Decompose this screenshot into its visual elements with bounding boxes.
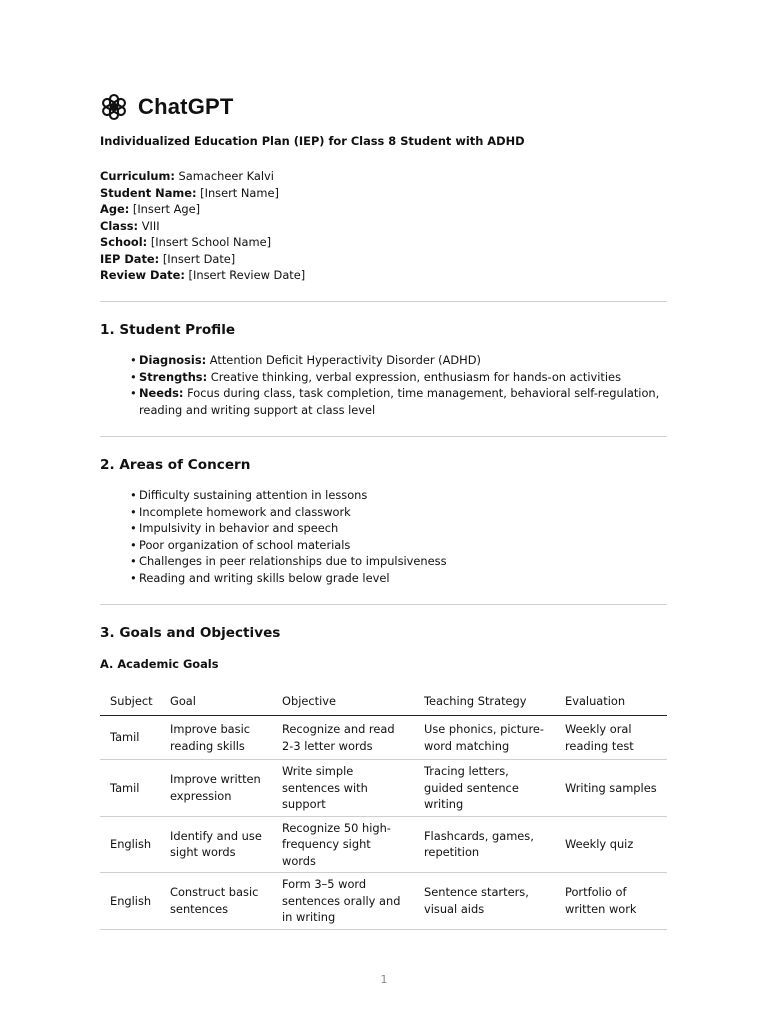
profile-label: Diagnosis: xyxy=(139,353,207,367)
list-item xyxy=(130,352,660,369)
page-number: 1 xyxy=(380,973,388,986)
openai-logo-icon xyxy=(100,93,128,121)
brand-header xyxy=(100,93,234,121)
table-cell: Recognize and read 2-3 letter words xyxy=(272,716,414,760)
meta-label: IEP Date: xyxy=(100,251,160,266)
meta-value: [Insert Date] xyxy=(162,251,236,266)
meta-label: Class: xyxy=(100,218,139,233)
section-divider xyxy=(100,604,667,605)
list-item: • Reading and writing skills below grade level xyxy=(130,570,660,587)
meta-label: Student Name: xyxy=(100,185,197,200)
list-item: • Impulsivity in behavior and speech xyxy=(130,520,660,537)
meta-label: Age: xyxy=(100,202,130,216)
table-cell: Sentence starters, visual aids xyxy=(414,873,555,930)
list-item: • Difficulty sustaining attention in lessons xyxy=(130,487,660,504)
meta-value: [Insert School Name] xyxy=(150,235,272,249)
table-cell: English xyxy=(100,873,160,930)
meta-value: [Insert Name] xyxy=(200,185,279,200)
table-row xyxy=(100,873,667,930)
table-cell: Identify and use sight words xyxy=(160,816,272,873)
areas-of-concern-list xyxy=(130,487,660,586)
table-cell: Use phonics, picture-word matching xyxy=(414,716,555,760)
list-item xyxy=(130,369,660,386)
table-cell: Form 3–5 word sentences orally and in writing xyxy=(272,873,414,930)
list-item xyxy=(130,385,660,418)
meta-row-curriculum xyxy=(100,168,305,185)
section-heading-student-profile: 1. Student Profile xyxy=(100,322,236,338)
table-cell: Construct basic sentences xyxy=(160,873,272,930)
academic-goals-table xyxy=(100,688,667,930)
table-cell: Write simple sentences with support xyxy=(272,760,414,817)
meta-label: School: xyxy=(100,235,148,249)
column-header-teaching-strategy: Teaching Strategy xyxy=(414,688,555,716)
table-cell: Tamil xyxy=(100,760,160,817)
section-heading-goals: 3. Goals and Objectives xyxy=(100,625,281,641)
table-cell: Portfolio of written work xyxy=(555,873,667,930)
table-cell: Flashcards, games, repetition xyxy=(414,816,555,873)
meta-value: VIII xyxy=(141,218,160,233)
meta-row-student-name xyxy=(100,185,305,202)
column-header-goal: Goal xyxy=(160,688,272,716)
profile-text: Focus during class, task completion, time management, behavioral self-regulation, reading and writing support at class level xyxy=(139,386,660,417)
table-cell: Improve basic reading skills xyxy=(160,716,272,760)
column-header-subject: Subject xyxy=(100,688,160,716)
table-cell: Recognize 50 high-frequency sight words xyxy=(272,816,414,873)
table-header-row xyxy=(100,688,667,716)
table-cell: Tamil xyxy=(100,716,160,760)
profile-text: Attention Deficit Hyperactivity Disorder (ADHD) xyxy=(209,353,481,367)
meta-row-iep-date xyxy=(100,251,305,268)
subheading-academic-goals: A. Academic Goals xyxy=(100,657,219,671)
document-title: Individualized Education Plan (IEP) for Class 8 Student with ADHD xyxy=(100,134,525,148)
table-cell: Weekly oral reading test xyxy=(555,716,667,760)
student-info xyxy=(100,168,305,284)
meta-row-review-date xyxy=(100,267,305,284)
profile-text: Creative thinking, verbal expression, enthusiasm for hands-on activities xyxy=(210,369,621,384)
meta-value: Samacheer Kalvi xyxy=(178,169,274,183)
profile-label: Strengths: xyxy=(139,369,208,384)
meta-value: [Insert Review Date] xyxy=(188,268,306,282)
section-divider xyxy=(100,436,667,437)
meta-row-age xyxy=(100,201,305,218)
meta-value: [Insert Age] xyxy=(132,202,201,216)
list-item: • Incomplete homework and classwork xyxy=(130,504,660,521)
table-cell: Writing samples xyxy=(555,760,667,817)
meta-row-school xyxy=(100,234,305,251)
brand-name: ChatGPT xyxy=(138,94,234,119)
table-cell: Tracing letters, guided sentence writing xyxy=(414,760,555,817)
section-heading-areas-of-concern: 2. Areas of Concern xyxy=(100,457,251,473)
meta-row-class xyxy=(100,218,305,235)
table-row xyxy=(100,760,667,817)
table-row xyxy=(100,816,667,873)
student-profile-list xyxy=(130,352,660,418)
list-item: • Challenges in peer relationships due to impulsiveness xyxy=(130,553,660,570)
meta-label: Review Date: xyxy=(100,268,185,282)
section-divider xyxy=(100,301,667,302)
profile-label: Needs: xyxy=(139,386,184,400)
meta-label: Curriculum: xyxy=(100,169,175,183)
table-cell: Weekly quiz xyxy=(555,816,667,873)
column-header-objective: Objective xyxy=(272,688,414,716)
list-item: • Poor organization of school materials xyxy=(130,537,660,554)
table-row xyxy=(100,716,667,760)
column-header-evaluation: Evaluation xyxy=(555,688,667,716)
table-cell: Improve written expression xyxy=(160,760,272,817)
table-cell: English xyxy=(100,816,160,873)
